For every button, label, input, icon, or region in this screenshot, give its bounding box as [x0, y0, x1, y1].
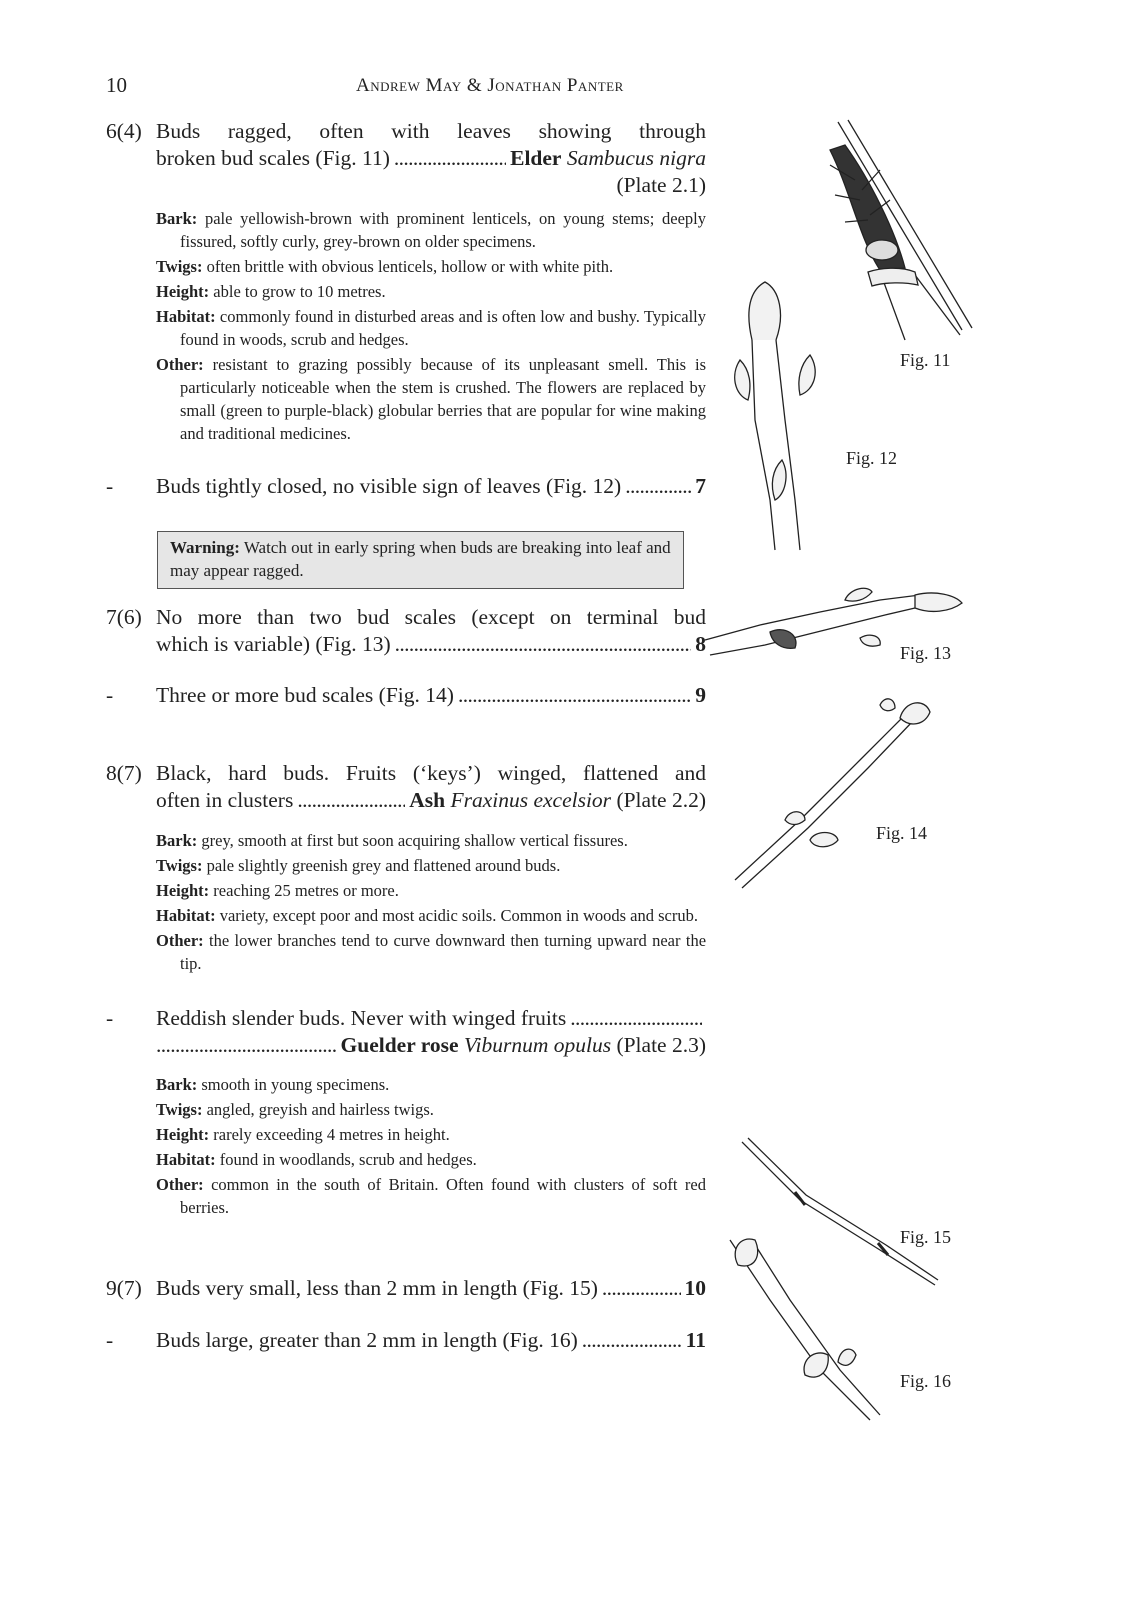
warning-text: Watch out in early spring when buds are breaking into leaf and may appear ragged.: [170, 538, 671, 580]
common-name: Ash: [409, 788, 446, 812]
elder-description: Bark: pale yellowish-brown with prominent lenticels, on young stems; deeply fissured, softly curly, grey-brown on older specimens. Twigs: often brittle with obvious lenticels, hollow or with white pith. Height: able to grow to 10 metres. Habitat: commonly found in disturbed areas and is often low and bushy. Typically found in woods, scrub and hedges. Other: resistant to grazing possibly because of its unpleasant smell. This is particularly noticeable when the stem is crushed. The flowers are replaced by small (green to purple-black) globular berries that are popular for wine making and traditional medicines.: [156, 209, 707, 443]
field-label: Height:: [156, 881, 210, 900]
latin-name: Sambucus nigra: [566, 146, 706, 170]
ash-description: Bark: grey, smooth at first but soon acquiring shallow vertical fissures. Twigs: pale slightly greenish grey and flattened around buds. Height: reaching 25 metres or more. Habitat: variety, except poor and most acidic soils. Common in woods and scrub. Other: the lower branches tend to curve downward then turning upward near the tip.: [156, 831, 707, 973]
field-label: Other:: [156, 931, 204, 950]
field-label: Twigs:: [156, 856, 203, 875]
couplet-number: 8(7): [106, 761, 142, 785]
fig-16-twig-drawing: [730, 1239, 880, 1420]
lead-number: 7: [695, 474, 706, 498]
field-label: Habitat:: [156, 307, 216, 326]
field-label: Twigs:: [156, 257, 203, 276]
plate-reference: (Plate 2.3): [616, 1033, 706, 1057]
lead-number: 10: [684, 1276, 706, 1300]
figure-label: Fig. 14: [876, 823, 928, 843]
common-name: Elder: [510, 146, 562, 170]
warning-label: Warning:: [170, 538, 240, 557]
field-label: Bark:: [156, 831, 198, 850]
couplet-number: -: [106, 474, 114, 498]
couplet-text: No more than two bud scales (except on terminal bud: [156, 605, 706, 629]
couplet-text: Three or more bud scales (Fig. 14): [156, 683, 454, 707]
field-label: Height:: [156, 1125, 210, 1144]
field-label: Bark:: [156, 1075, 198, 1094]
couplet-number: 6(4): [106, 119, 142, 143]
field-label: Habitat:: [156, 906, 216, 925]
latin-name: Viburnum opulus: [463, 1033, 612, 1057]
figure-label: Fig. 16: [900, 1371, 952, 1391]
field-label: Habitat:: [156, 1150, 216, 1169]
couplet-text: Buds tightly closed, no visible sign of leaves (Fig. 12): [156, 474, 622, 498]
lead-number: 9: [695, 683, 706, 707]
couplet-text: broken bud scales (Fig. 11): [156, 146, 390, 170]
couplet-text: often in clusters: [156, 788, 294, 812]
lead-number: 8: [695, 632, 706, 656]
couplet-number: 7(6): [106, 605, 142, 629]
field-label: Bark:: [156, 209, 198, 228]
running-header: Andrew May & Jonathan Panter: [356, 75, 624, 96]
field-label: Other:: [156, 355, 204, 374]
figure-label: Fig. 11: [900, 350, 951, 370]
plate-reference: (Plate 2.2): [616, 788, 706, 812]
couplet-text: Reddish slender buds. Never with winged fruits: [156, 1006, 567, 1030]
common-name: Guelder rose: [340, 1033, 459, 1057]
plate-reference: (Plate 2.1): [616, 173, 706, 197]
guelder-description: Bark: smooth in young specimens. Twigs: angled, greyish and hairless twigs. Height: rarely exceeding 4 metres in height. Habitat: found in woodlands, scrub and hedges. Other: common in the south of Britain. Often found with clusters of soft red berries.: [156, 1075, 706, 1217]
couplet-number: -: [106, 683, 114, 707]
couplet-text: Buds very small, less than 2 mm in length (Fig. 15): [156, 1276, 598, 1300]
fig-15-twig-drawing: [742, 1138, 938, 1285]
fig-11-elder-twig-drawing: [830, 120, 972, 340]
field-label: Height:: [156, 282, 210, 301]
couplet-number: 9(7): [106, 1276, 142, 1300]
couplet-text: Black, hard buds. Fruits (‘keys’) winged, flattened and: [156, 761, 706, 785]
latin-name: Fraxinus excelsior: [450, 788, 612, 812]
figure-label: Fig. 12: [846, 448, 898, 468]
couplet-number: -: [106, 1006, 114, 1030]
lead-number: 11: [685, 1328, 706, 1352]
couplet-text: which is variable) (Fig. 13): [156, 632, 391, 656]
fig-12-closed-bud-drawing: [735, 282, 815, 550]
couplet-text: Buds large, greater than 2 mm in length (Fig. 16): [156, 1328, 578, 1352]
figure-label: Fig. 15: [900, 1227, 952, 1247]
couplet-number: -: [106, 1328, 114, 1352]
figure-label: Fig. 13: [900, 643, 952, 663]
field-label: Twigs:: [156, 1100, 203, 1119]
fig-14-twig-drawing: [735, 699, 930, 888]
field-label: Other:: [156, 1175, 204, 1194]
page-number: 10: [106, 73, 127, 97]
couplet-text: Buds ragged, often with leaves showing through: [156, 119, 706, 143]
